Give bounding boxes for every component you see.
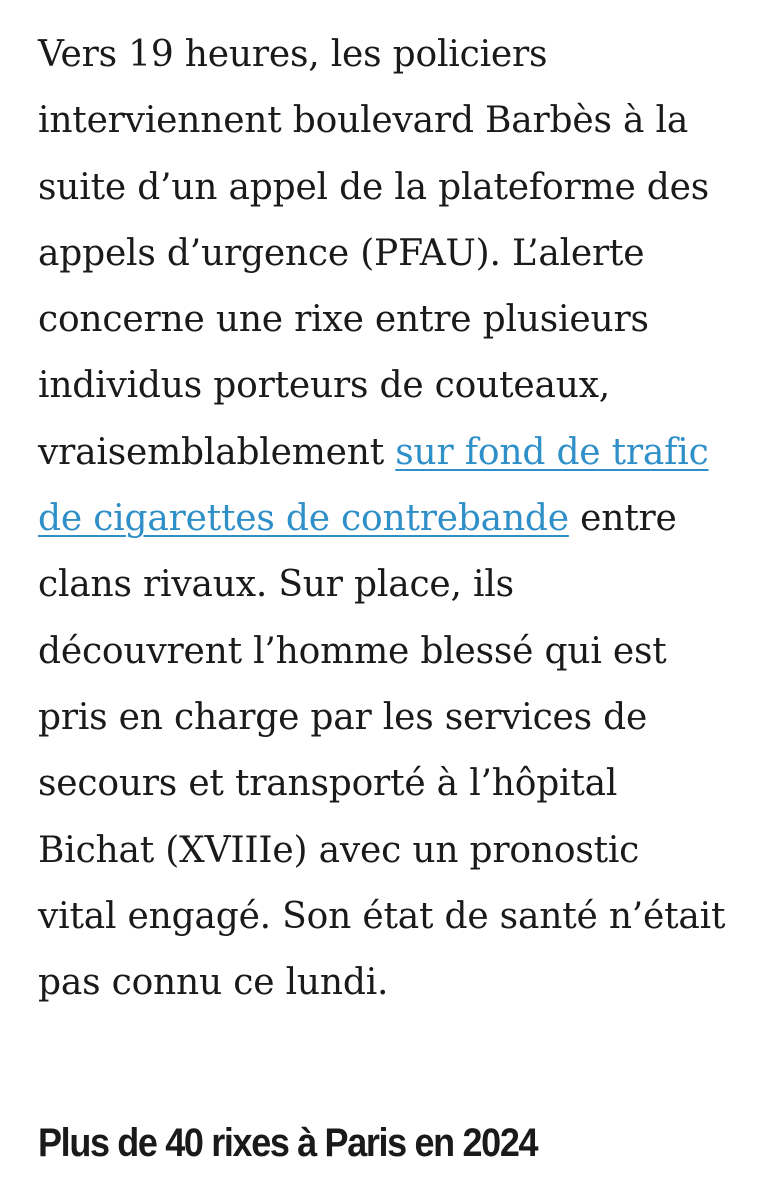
paragraph-text-before-link: Vers 19 heures, les policiers interviennent boulevard Barbès à la suite d’un appel de la plateforme des appels d’urgence (PFAU). L’alerte concerne une rixe entre plusieurs individus porteurs de couteaux, vraisemblablement (38, 34, 710, 473)
article-paragraph (38, 22, 728, 1016)
article-body (38, 22, 728, 1016)
section-subheading: Plus de 40 rixes à Paris en 2024 (38, 1121, 538, 1165)
related-article-link[interactable]: sur fond de trafic de cigarettes de contrebande (38, 431, 709, 540)
paragraph-text-after-link: entre clans rivaux. Sur place, ils découvrent l’homme blessé qui est pris en charge par les services de secours et transporté à l’hôpital Bichat (XVIIIe) avec un pronostic vital engagé. Son état de santé n’était pas connu ce lundi. (38, 498, 726, 1004)
